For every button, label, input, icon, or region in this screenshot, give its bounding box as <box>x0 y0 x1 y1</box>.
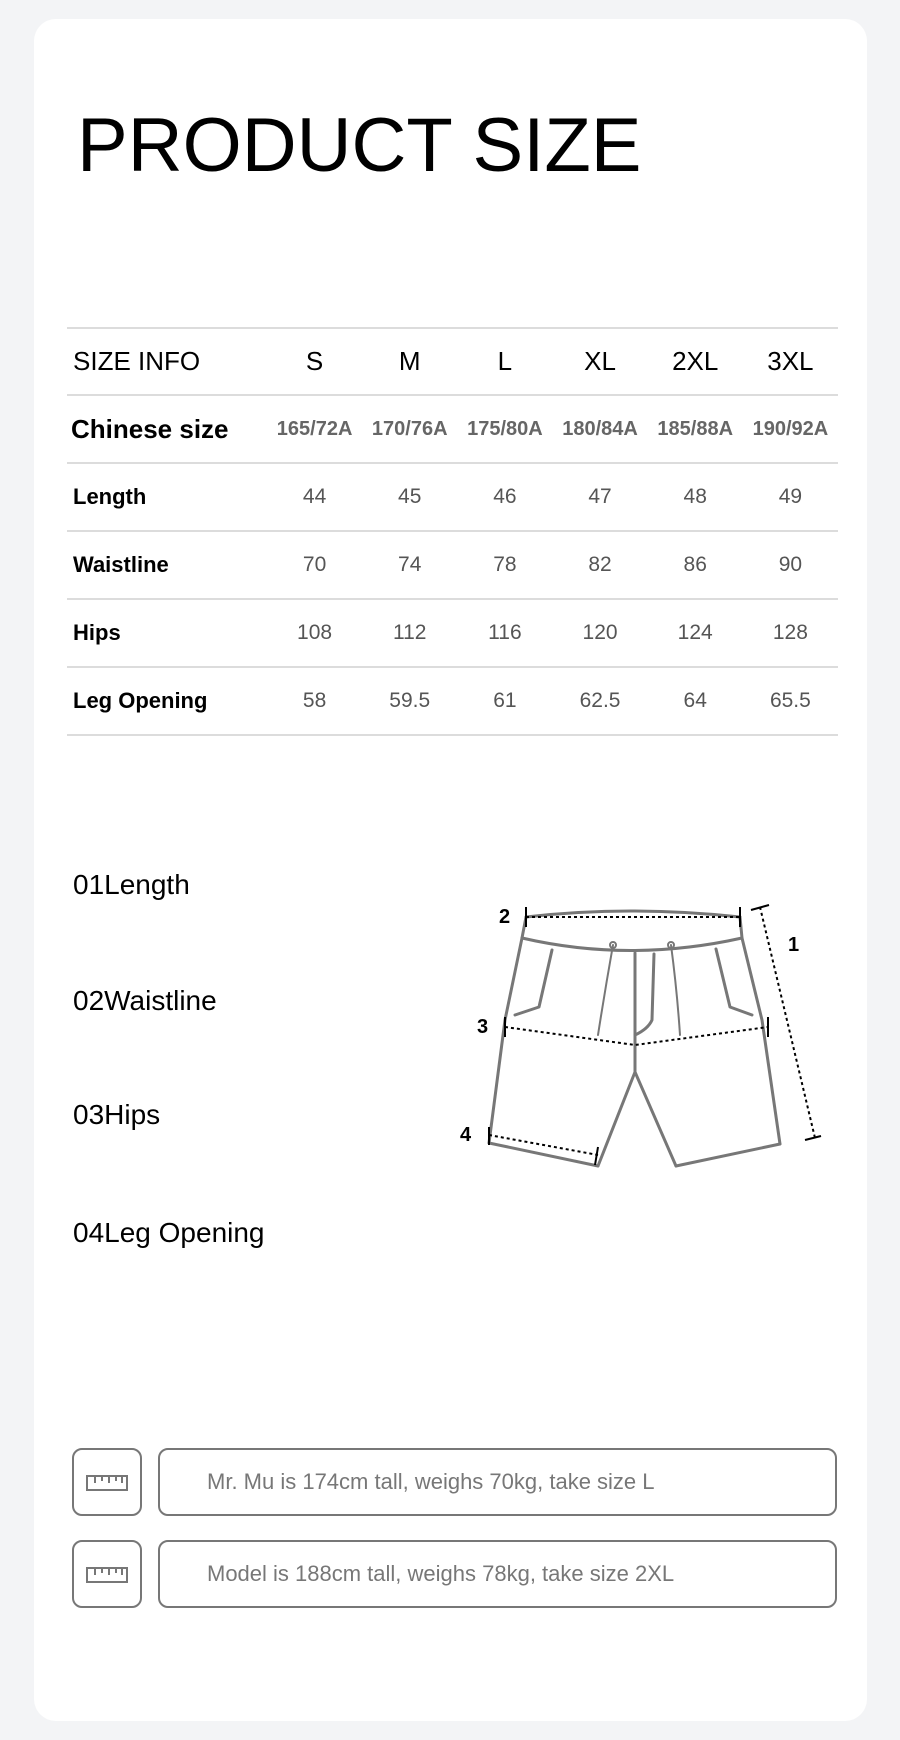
measurement-item-leg-opening: 04Leg Opening <box>73 1217 265 1248</box>
table-cell: 78 <box>457 531 552 599</box>
table-cell: 165/72A <box>267 395 362 463</box>
table-cell: 64 <box>648 667 743 735</box>
table-cell: 46 <box>457 463 552 531</box>
table-cell: 59.5 <box>362 667 457 735</box>
shorts-outline-icon <box>455 895 825 1180</box>
table-cell: 70 <box>267 531 362 599</box>
table-cell: 45 <box>362 463 457 531</box>
table-cell: 62.5 <box>552 667 647 735</box>
row-label: Waistline <box>67 531 267 599</box>
table-cell: 47 <box>552 463 647 531</box>
measurement-item-hips: 03Hips <box>73 1099 161 1130</box>
table-row <box>67 531 838 599</box>
table-cell: 180/84A <box>552 395 647 463</box>
table-cell: 44 <box>267 463 362 531</box>
table-row <box>67 463 838 531</box>
page-title: PRODUCT SIZE <box>77 103 642 188</box>
table-cell: 108 <box>267 599 362 667</box>
table-cell: 65.5 <box>743 667 838 735</box>
table-cell: 112 <box>362 599 457 667</box>
diagram-label-4: 4 <box>460 1124 472 1146</box>
table-cell: 74 <box>362 531 457 599</box>
table-header-row <box>67 328 838 395</box>
table-cell: 82 <box>552 531 647 599</box>
table-row <box>67 395 838 463</box>
table-cell: 190/92A <box>743 395 838 463</box>
table-cell: 48 <box>648 463 743 531</box>
model-note-text: Model is 188cm tall, weighs 78kg, take size 2XL <box>158 1540 837 1608</box>
table-row <box>67 599 838 667</box>
table-cell: 120 <box>552 599 647 667</box>
ruler-icon <box>72 1540 142 1608</box>
size-header: XL <box>552 328 647 395</box>
table-cell: 185/88A <box>648 395 743 463</box>
row-label: Leg Opening <box>67 667 267 735</box>
size-header: M <box>362 328 457 395</box>
table-cell: 58 <box>267 667 362 735</box>
table-cell: 116 <box>457 599 552 667</box>
table-row <box>67 667 838 735</box>
row-label: Hips <box>67 599 267 667</box>
diagram-label-2: 2 <box>499 906 511 928</box>
size-table <box>67 327 838 736</box>
table-cell: 49 <box>743 463 838 531</box>
table-cell: 128 <box>743 599 838 667</box>
table-cell: 61 <box>457 667 552 735</box>
row-label: Length <box>67 463 267 531</box>
diagram-label-1: 1 <box>788 934 800 956</box>
diagram-label-3: 3 <box>477 1016 489 1038</box>
table-cell: 90 <box>743 531 838 599</box>
size-header: 2XL <box>648 328 743 395</box>
model-note-text: Mr. Mu is 174cm tall, weighs 70kg, take size L <box>158 1448 837 1516</box>
measurement-item-length: 01Length <box>73 869 190 900</box>
ruler-icon <box>72 1448 142 1516</box>
table-cell: 86 <box>648 531 743 599</box>
row-label: Chinese size <box>67 395 267 463</box>
size-header: L <box>457 328 552 395</box>
size-header: S <box>267 328 362 395</box>
size-header: 3XL <box>743 328 838 395</box>
table-header-label: SIZE INFO <box>67 328 267 395</box>
model-note-row <box>72 1540 837 1608</box>
model-note-row <box>72 1448 837 1516</box>
table-cell: 170/76A <box>362 395 457 463</box>
table-cell: 175/80A <box>457 395 552 463</box>
measurement-item-waistline: 02Waistline <box>73 985 217 1016</box>
table-cell: 124 <box>648 599 743 667</box>
